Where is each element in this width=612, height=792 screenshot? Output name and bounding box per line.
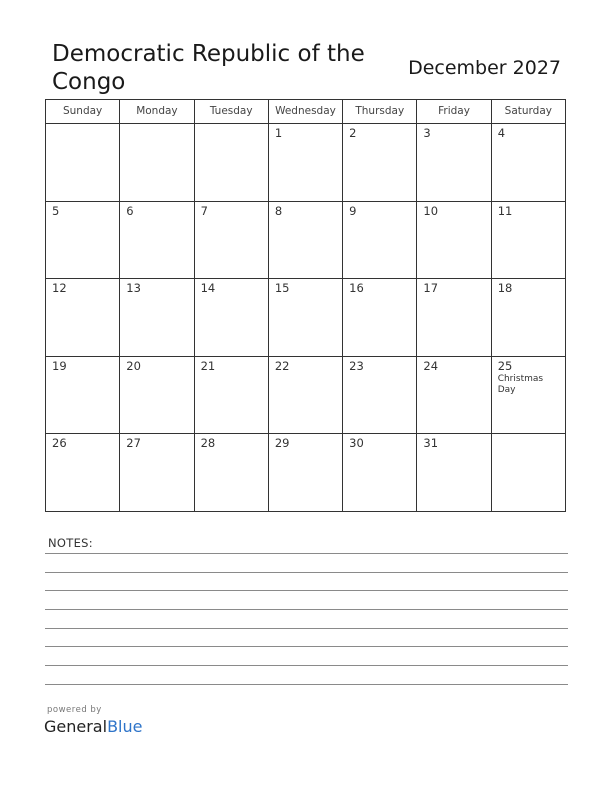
day-number: 5 [52, 203, 60, 218]
day-cell [195, 279, 269, 357]
weekday-header-row [46, 100, 566, 124]
note-line [45, 553, 568, 554]
day-cell [343, 124, 417, 202]
week-row-5 [46, 434, 566, 512]
day-cell [120, 202, 194, 280]
day-number: 22 [274, 358, 290, 373]
day-cell [120, 124, 194, 202]
weekday-monday: Monday [120, 100, 194, 124]
week-row-3 [46, 279, 566, 357]
day-cell [195, 124, 269, 202]
note-line [45, 609, 568, 610]
day-cell [417, 279, 491, 357]
week-row-1 [46, 124, 566, 202]
day-number: 9 [349, 203, 357, 218]
note-line [45, 684, 568, 685]
day-number: 20 [126, 358, 141, 373]
day-cell [195, 434, 269, 512]
day-number: 2 [349, 126, 357, 140]
day-number: 19 [52, 358, 67, 373]
day-number: 11 [497, 203, 513, 218]
day-cell-holiday [492, 357, 566, 435]
day-number: 7 [200, 203, 208, 218]
day-cell [417, 434, 491, 512]
powered-by-text: powered by [47, 705, 102, 715]
weekday-sunday: Sunday [46, 100, 120, 124]
note-line [45, 646, 568, 647]
day-number: 3 [423, 126, 431, 140]
day-cell [46, 434, 120, 512]
day-number: 24 [423, 358, 439, 373]
day-cell [46, 124, 120, 202]
calendar-grid [45, 99, 566, 512]
day-cell [46, 202, 120, 280]
day-cell [343, 434, 417, 512]
day-cell [269, 202, 343, 280]
day-number: 25 [497, 358, 513, 373]
day-number: 29 [274, 436, 290, 450]
day-cell [343, 357, 417, 435]
day-number: 4 [497, 126, 506, 140]
generalblue-logo [44, 717, 142, 737]
day-cell [343, 279, 417, 357]
weekday-saturday: Saturday [492, 100, 566, 124]
notes-label: NOTES: [48, 536, 93, 550]
day-cell [269, 279, 343, 357]
weekday-thursday: Thursday [343, 100, 417, 124]
day-cell [195, 357, 269, 435]
weekday-tuesday: Tuesday [195, 100, 269, 124]
day-cell [417, 357, 491, 435]
day-number: 31 [423, 436, 439, 450]
day-number: 14 [200, 281, 216, 295]
logo-general-text: General [44, 717, 108, 736]
country-title: Democratic Republic of the Congo [52, 41, 365, 95]
day-number: 30 [349, 436, 364, 450]
day-number: 13 [126, 281, 141, 295]
day-number: 27 [126, 436, 141, 450]
week-row-4 [46, 357, 566, 435]
weekday-friday: Friday [417, 100, 491, 124]
day-number: 10 [423, 203, 439, 218]
day-cell [120, 279, 194, 357]
day-number: 17 [423, 281, 439, 295]
day-number: 8 [274, 203, 283, 218]
day-number: 26 [52, 436, 67, 450]
month-year-title: December 2027 [408, 57, 561, 79]
note-line [45, 572, 568, 573]
day-number: 12 [52, 281, 67, 295]
day-cell [46, 279, 120, 357]
day-number: 6 [126, 203, 134, 218]
day-cell [492, 279, 566, 357]
week-row-2 [46, 202, 566, 280]
day-cell [120, 357, 194, 435]
day-cell [120, 434, 194, 512]
day-number: 1 [274, 126, 283, 140]
weekday-wednesday: Wednesday [269, 100, 343, 124]
day-cell [492, 202, 566, 280]
day-cell [46, 357, 120, 435]
day-cell [492, 124, 566, 202]
note-line [45, 590, 568, 591]
day-cell [269, 124, 343, 202]
day-cell [417, 124, 491, 202]
day-number: 18 [497, 281, 513, 295]
day-cell [492, 434, 566, 512]
day-number: 21 [200, 358, 216, 373]
day-cell [269, 357, 343, 435]
holiday-label: Christmas Day [497, 373, 544, 395]
note-line [45, 665, 568, 666]
day-number: 28 [200, 436, 216, 450]
note-line [45, 628, 568, 629]
day-number: 23 [349, 358, 364, 373]
day-number: 16 [349, 281, 364, 295]
day-cell [269, 434, 343, 512]
day-cell [343, 202, 417, 280]
logo-blue-text: Blue [107, 717, 143, 736]
day-cell [195, 202, 269, 280]
day-cell [417, 202, 491, 280]
day-number: 15 [274, 281, 290, 295]
